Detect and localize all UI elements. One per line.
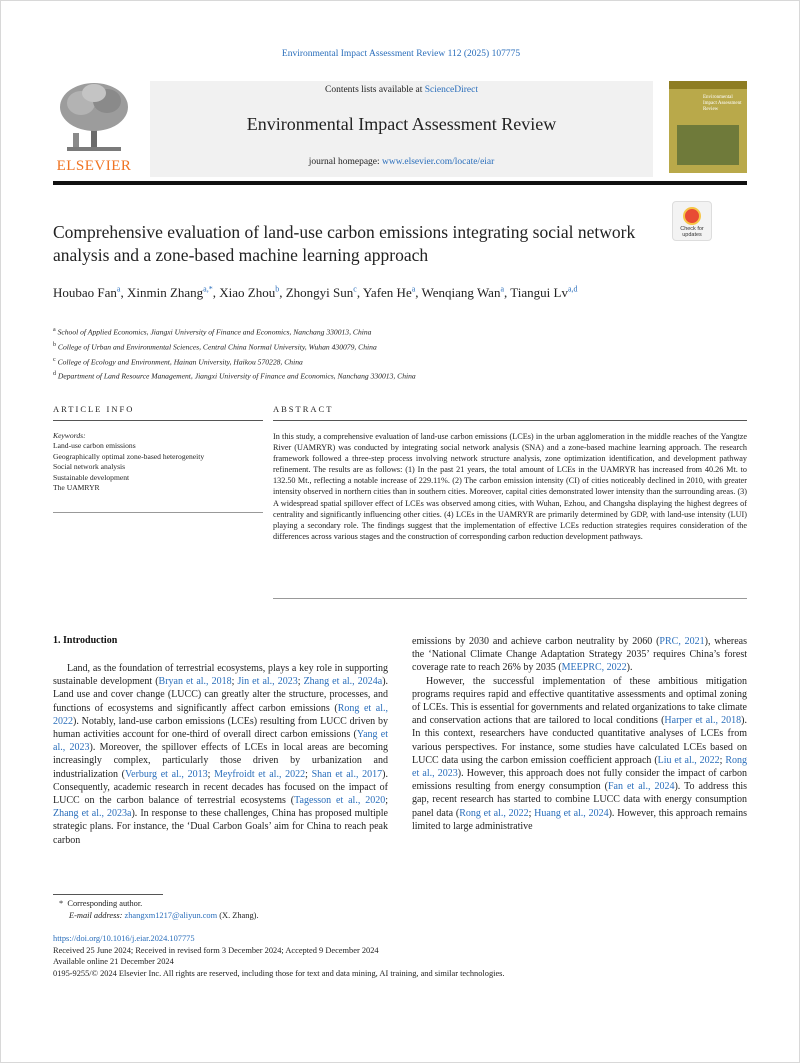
author-name[interactable]: Houbao Fan	[53, 285, 117, 300]
badge-label: Check for updates	[680, 226, 704, 238]
journal-reference[interactable]: Environmental Impact Assessment Review 112 (2025) 107775	[281, 49, 521, 59]
homepage-line	[150, 157, 653, 167]
citation-link[interactable]: PRC, 2021	[659, 636, 705, 647]
publisher-name: ELSEVIER	[56, 158, 132, 174]
article-info-rule	[53, 420, 263, 421]
affiliation-marker: c	[53, 356, 56, 363]
citation-link[interactable]: Rong et al., 2022	[53, 702, 388, 727]
homepage-prefix: journal homepage:	[308, 157, 383, 167]
citation-link[interactable]: Liu et al., 2022	[657, 754, 720, 766]
author-name[interactable]: Xinmin Zhang	[126, 285, 204, 300]
keywords-rule	[53, 512, 263, 513]
header-divider	[53, 181, 747, 185]
author-affiliation-marker[interactable]: a,*	[203, 284, 213, 294]
author-affiliation-marker[interactable]: a	[500, 284, 505, 294]
journal-header	[53, 81, 747, 177]
author-list: Houbao Fan$^a$, Xinmin Zhang$^{a,*}$, Xiao Zhou$^b$, Zhongyi Sun$^c$, Yafen He$^a$, Wenqiang Wan$^a$, Tiangui Lv$^{a,d}$	[53, 284, 578, 300]
homepage-link[interactable]: www.elsevier.com/locate/eiar	[382, 157, 495, 167]
sciencedirect-link[interactable]: ScienceDirect	[424, 85, 478, 95]
contents-line	[150, 85, 653, 95]
article-info-heading: ARTICLE INFO	[53, 404, 135, 414]
author-affiliation-marker[interactable]: a,d	[567, 284, 578, 294]
affiliation-marker: a	[53, 327, 56, 333]
email-line	[53, 910, 747, 922]
elsevier-tree-icon	[53, 81, 135, 157]
keyword-item: Land-use carbon emissions	[53, 441, 136, 451]
keyword-item: Sustainable development	[53, 472, 130, 482]
footnote-rule	[53, 894, 163, 895]
citation-link[interactable]: Jin et al., 2023	[237, 676, 298, 688]
check-updates-icon	[683, 207, 701, 225]
author-name[interactable]: Zhongyi Sun	[285, 285, 354, 300]
intro-left-column	[53, 662, 388, 847]
citation-link[interactable]: Meyfroidt et al., 2022	[214, 768, 306, 780]
copyright-notice: 0195-9255/© 2024 Elsevier Inc. All rights are reserved, including those for text and data mining, AI training, and similar technologies.	[53, 968, 505, 978]
corresponding-note: * Corresponding author.	[59, 899, 143, 908]
affiliation-item: $^d$ Department of Land Resource Management, Jiangxi University of Finance and Economics, Nanchang 330013, China	[53, 371, 416, 382]
section-heading-introduction: 1. Introduction	[53, 635, 118, 646]
affiliation-item: $^a$ School of Applied Economics, Jiangxi University of Finance and Economics, Nanchang 330013, China	[53, 327, 372, 337]
citation-link[interactable]: Huang et al., 2024	[534, 807, 609, 819]
affiliation-list	[53, 324, 653, 383]
cover-band	[669, 81, 747, 89]
journal-cover-image[interactable]	[669, 81, 747, 173]
citation-link[interactable]: Fan et al., 2024	[607, 781, 675, 793]
citation-link[interactable]: Yang et al., 2023	[53, 729, 388, 754]
citation-link[interactable]: MEEPRC, 2022	[561, 662, 627, 674]
author-affiliation-marker[interactable]: a	[116, 284, 121, 294]
email-label: E-mail address:	[69, 911, 123, 920]
author-affiliation-marker[interactable]: c	[353, 284, 357, 294]
footnote	[53, 898, 747, 922]
cover-photo	[677, 125, 739, 165]
author-name[interactable]: Tiangui Lv	[510, 285, 568, 300]
corresponding-text: Corresponding author.	[67, 899, 143, 908]
author-name[interactable]: Yafen He	[362, 285, 412, 300]
keywords-block	[53, 431, 263, 493]
abstract-text: In this study, a comprehensive evaluation of land-use carbon emissions (LCEs) in the urban agglomeration in the middle reaches of the Yangtze River (UAMRYR) was conducted by integrating social network analysis (SNA) and a zone-based machine learning approach. The research framework followed a three-step process involving network structure analysis, zone optimization identification, and development pathway refinement. The results are as follows: (1) In the past 21 years, the total amount of LCEs in the UAMRYR has increased from 40.26 Mt. to 132.50 Mt., reflecting a notable increase of 229.11%. (2) The carbon emission intensity (CI) of cities noticeably declined in 2010, with greater intensity observed in northern cities than in southern cities. Moreover, capital cities demonstrated lower intensity than the surrounding areas. (3) A widespread spatial spillover effect of LCEs was observed among cities, with Wuhan, Ezhou, and Changsha displaying the highest degrees of centrality and significantly influencing other cities. (4) LCEs in the UAMRYR are primarily determined by GDP, with land-use intensity (LUI) playing a secondary role. The findings suggest that the implementation of effective LCEs reduction strategies requires consideration of the differences across various stages and the construction of corresponding carbon reduction development pathways.	[273, 432, 747, 541]
doi-link[interactable]: https://doi.org/10.1016/j.eiar.2024.107775	[53, 934, 195, 943]
elsevier-logo[interactable]	[53, 81, 135, 177]
author-name[interactable]: Xiao Zhou	[219, 285, 276, 300]
author-name[interactable]: Wenqiang Wan	[421, 285, 501, 300]
citation-link[interactable]: Zhang et al., 2024a	[303, 676, 383, 688]
email-suffix: (X. Zhang).	[219, 911, 259, 920]
received-dates: Received 25 June 2024; Received in revised form 3 December 2024; Accepted 9 December 2024	[53, 945, 379, 955]
abstract-heading: ABSTRACT	[273, 404, 334, 414]
citation-link[interactable]: Tagesson et al., 2020	[294, 795, 386, 807]
affiliation-item: $^b$ College of Urban and Environmental Sciences, Central China Normal University, Wuhan 430079, China	[53, 341, 377, 352]
keyword-item: The UAMRYR	[53, 483, 100, 493]
journal-title[interactable]: Environmental Impact Assessment Review	[246, 114, 557, 134]
contents-prefix: Contents lists available at	[324, 85, 425, 95]
body-paragraph: Land, as the foundation of terrestrial ecosystems, plays a key role in supporting sustainable development (Bryan et al., 2018; Jin et al., 2023; Zhang et al., 2024a). Land use and cover change (LUCC) can greatly alter the structure, processes, and functions of ecosystems and significantly affect carbon emissions (Rong et al., 2022). Notably, land-use carbon emissions (LCEs) resulting from LUCC driven by human activities account for one-third of overall direct carbon emissions (Yang et al., 2023). Moreover, the spillover effects of LCEs in local areas are becoming increasingly complex, particularly those driven by urbanization and industrialization (Verburg et al., 2013; Meyfroidt et al., 2022; Shan et al., 2017). Consequently, academic research in recent decades has focused on the impact of LUCC on the carbon balance of terrestrial ecosystems (Tagesson et al., 2020; Zhang et al., 2023a). In response to these challenges, China has proposed multiple strategic plans. For instance, the ‘Dual Carbon Goals’ aim for China to reach peak carbon	[53, 663, 389, 846]
keyword-item: Social network analysis	[53, 462, 126, 472]
journal-banner	[150, 81, 653, 177]
citation-link[interactable]: Harper et al., 2018	[664, 715, 742, 727]
intro-right-column	[412, 635, 747, 833]
abstract-bottom-rule	[273, 598, 747, 599]
keywords-label: Keywords:	[53, 431, 86, 440]
body-paragraph: emissions by 2030 and achieve carbon neutrality by 2060 (PRC, 2021), whereas the ‘National Climate Change Adaptation Strategy 2035’ requires China’s forest coverage rate to reach 26% by 2035 (MEEPRC, 2022).	[412, 636, 748, 674]
abstract-rule	[273, 420, 747, 421]
citation-link[interactable]: Shan et al., 2017	[311, 768, 383, 780]
article-metadata	[53, 933, 747, 979]
check-for-updates-badge[interactable]	[672, 201, 712, 241]
article-title: Comprehensive evaluation of land-use carbon emissions integrating social network analysis and a zone-based machine learning approach	[53, 222, 636, 265]
citation-link[interactable]: Zhang et al., 2023a	[53, 808, 132, 820]
author-affiliation-marker[interactable]: b	[275, 284, 280, 294]
affiliation-item: $^c$ College of Ecology and Environment, Hainan University, Haikou 570228, China	[53, 356, 303, 367]
keywords-list	[53, 441, 263, 493]
affiliation-marker: b	[53, 341, 56, 348]
affiliation-marker: d	[53, 371, 56, 378]
keyword-item: Geographically optimal zone-based heterogeneity	[53, 451, 205, 461]
author-affiliation-marker[interactable]: a	[411, 284, 416, 294]
citation-link[interactable]: Rong et al., 2023	[412, 754, 747, 780]
available-online: Available online 21 December 2024	[53, 957, 174, 967]
citation-link[interactable]: Bryan et al., 2018	[158, 676, 232, 688]
citation-link[interactable]: Verburg et al., 2013	[125, 768, 208, 780]
cover-title: Environmental Impact Assessment Review	[703, 95, 742, 112]
email-link[interactable]: zhangxm1217@aliyun.com	[124, 911, 218, 920]
body-paragraph: However, the successful implementation of these ambitious mitigation programs requires rapid and effective quantitative assessments and optimal zoning of LCEs. This is essential for governments and related organizations to take climate and conservation actions that are tailored to local conditions (Harper et al., 2018). In this context, researchers have conducted quantitative analyses of LCEs from various perspectives. For instance, some studies have calculated LCEs based on LUCC data using the carbon emission coefficient approach (Liu et al., 2022; Rong et al., 2023). However, this approach does not fully consider the impact of carbon emissions resulting from energy consumption (Fan et al., 2024). To address this gap, recent research has started to combine LUCC data with energy consumption panel data (Rong et al., 2022; Huang et al., 2024). However, this approach remains limited to large administrative	[412, 675, 748, 832]
citation-link[interactable]: Rong et al., 2022	[459, 807, 529, 819]
